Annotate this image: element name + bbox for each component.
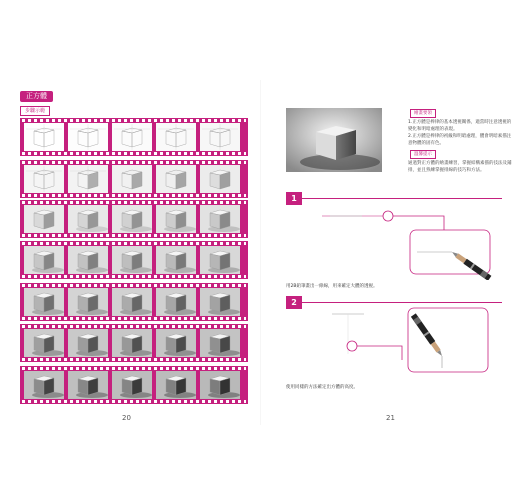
note-text-reminder: 通過對正方體的繪畫練習，掌握結構素描的技法及鋪排，並且熟練掌握排線的技巧和方法。 bbox=[408, 161, 512, 173]
step-2-rule bbox=[302, 302, 502, 303]
step-2-caption: 使用同樣的方法確定出方體的高度。 bbox=[286, 385, 358, 390]
drawing-stage-frame bbox=[112, 205, 152, 233]
drawing-stage-frame bbox=[24, 123, 64, 151]
drawing-stage-frame bbox=[24, 329, 64, 357]
drawing-stage-frame bbox=[112, 246, 152, 274]
page-number-right: 21 bbox=[386, 414, 395, 422]
drawing-stage-frame bbox=[156, 371, 196, 399]
film-strip bbox=[20, 160, 248, 198]
drawing-stage-frame bbox=[68, 123, 108, 151]
film-strip bbox=[20, 200, 248, 238]
drawing-stage-frame bbox=[200, 205, 240, 233]
drawing-stage-frame bbox=[156, 329, 196, 357]
note-tag-tips: 繪畫要領 bbox=[410, 109, 436, 118]
drawing-stage-frame bbox=[24, 165, 64, 193]
film-strip bbox=[20, 241, 248, 279]
drawing-stage-frame bbox=[200, 329, 240, 357]
drawing-stage-frame bbox=[200, 246, 240, 274]
film-strip bbox=[20, 283, 248, 321]
note-text-tips: 1.正方體是棒律的基本透視關係，適當時注意透視的變化和明暗處理的表現。 2.正方體是棒律的初級和明暗處理，體會明暗素描注意物體的固有色。 bbox=[408, 120, 512, 146]
drawing-stage-frame bbox=[156, 246, 196, 274]
drawing-stage-frame bbox=[68, 288, 108, 316]
drawing-stage-frame bbox=[200, 165, 240, 193]
drawing-stage-frame bbox=[156, 205, 196, 233]
drawing-stage-frame bbox=[200, 288, 240, 316]
drawing-stage-frame bbox=[68, 246, 108, 274]
drawing-stage-frame bbox=[68, 371, 108, 399]
drawing-stage-frame bbox=[24, 288, 64, 316]
drawing-stage-frame bbox=[112, 329, 152, 357]
step-2-badge: 2 bbox=[286, 296, 302, 309]
section-title: 正方體 bbox=[20, 91, 53, 102]
step-2-illustration bbox=[302, 304, 512, 390]
section-subtitle: 步驟示範 bbox=[20, 106, 50, 116]
drawing-stage-frame bbox=[68, 165, 108, 193]
drawing-stage-frame bbox=[156, 288, 196, 316]
drawing-stage-frame bbox=[156, 123, 196, 151]
drawing-stage-frame bbox=[68, 329, 108, 357]
cube-photo bbox=[286, 108, 382, 172]
drawing-stage-frame bbox=[68, 205, 108, 233]
film-strip bbox=[20, 366, 248, 404]
note-tag-reminder: 溫馨提示 bbox=[410, 150, 436, 159]
step-1-rule bbox=[302, 198, 502, 199]
drawing-stage-frame bbox=[112, 371, 152, 399]
step-1-caption: 用2B鉛筆畫出一條線，用來確定大體的透視。 bbox=[286, 284, 378, 289]
film-strip bbox=[20, 118, 248, 156]
step-1-badge: 1 bbox=[286, 192, 302, 205]
drawing-stage-frame bbox=[156, 165, 196, 193]
step-1-illustration bbox=[302, 200, 512, 280]
drawing-stage-frame bbox=[24, 205, 64, 233]
drawing-stage-frame bbox=[112, 123, 152, 151]
drawing-stage-frame bbox=[200, 123, 240, 151]
film-strip bbox=[20, 324, 248, 362]
left-page bbox=[4, 78, 260, 428]
page-number-left: 20 bbox=[122, 414, 131, 422]
drawing-stage-frame bbox=[112, 165, 152, 193]
drawing-stage-frame bbox=[24, 371, 64, 399]
drawing-stage-frame bbox=[24, 246, 64, 274]
drawing-stage-frame bbox=[112, 288, 152, 316]
right-page bbox=[262, 78, 518, 428]
drawing-stage-frame bbox=[200, 371, 240, 399]
